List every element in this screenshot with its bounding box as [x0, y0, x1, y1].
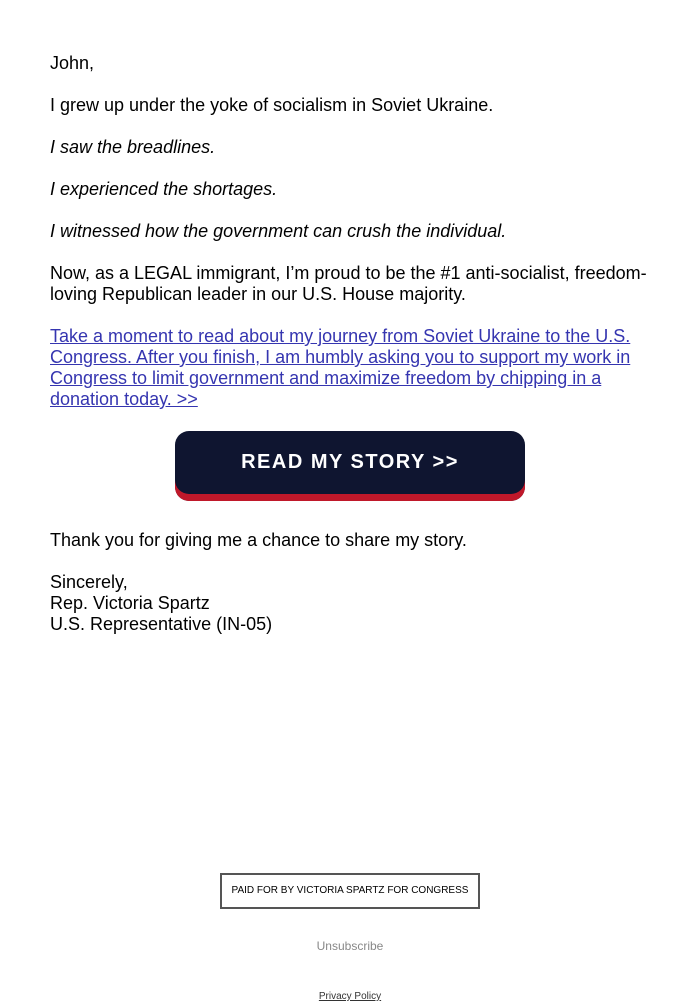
signoff: Sincerely,	[50, 572, 128, 592]
paragraph: I saw the breadlines.	[50, 137, 216, 157]
read-my-story-button[interactable]: READ MY STORY >>	[175, 431, 525, 501]
greeting: John,	[50, 53, 95, 73]
email-body	[50, 53, 650, 635]
thanks-text: Thank you for giving me a chance to share my story.	[50, 530, 467, 550]
paid-for-disclaimer: PAID FOR BY VICTORIA SPARTZ FOR CONGRESS	[220, 873, 481, 909]
paragraph: I grew up under the yoke of socialism in Soviet Ukraine.	[50, 95, 494, 115]
story-donation-link[interactable]: Take a moment to read about my journey from Soviet Ukraine to the U.S. Congress. After you finish, I am humbly asking you to support my work in Congress to limit government and maximize freedom by chipping in a donation today. >>	[50, 326, 631, 409]
privacy-policy-link[interactable]: Privacy Policy	[318, 991, 382, 1002]
unsubscribe-link[interactable]: Unsubscribe	[316, 939, 384, 953]
paragraph: I witnessed how the government can crush the individual.	[50, 221, 507, 241]
signer-title: U.S. Representative (IN-05)	[50, 614, 273, 634]
paragraph: I experienced the shortages.	[50, 179, 278, 199]
paragraph: Now, as a LEGAL immigrant, I’m proud to be the #1 anti-socialist, freedom-loving Republican leader in our U.S. House majority.	[50, 263, 647, 304]
signer-name: Rep. Victoria Spartz	[50, 593, 210, 613]
